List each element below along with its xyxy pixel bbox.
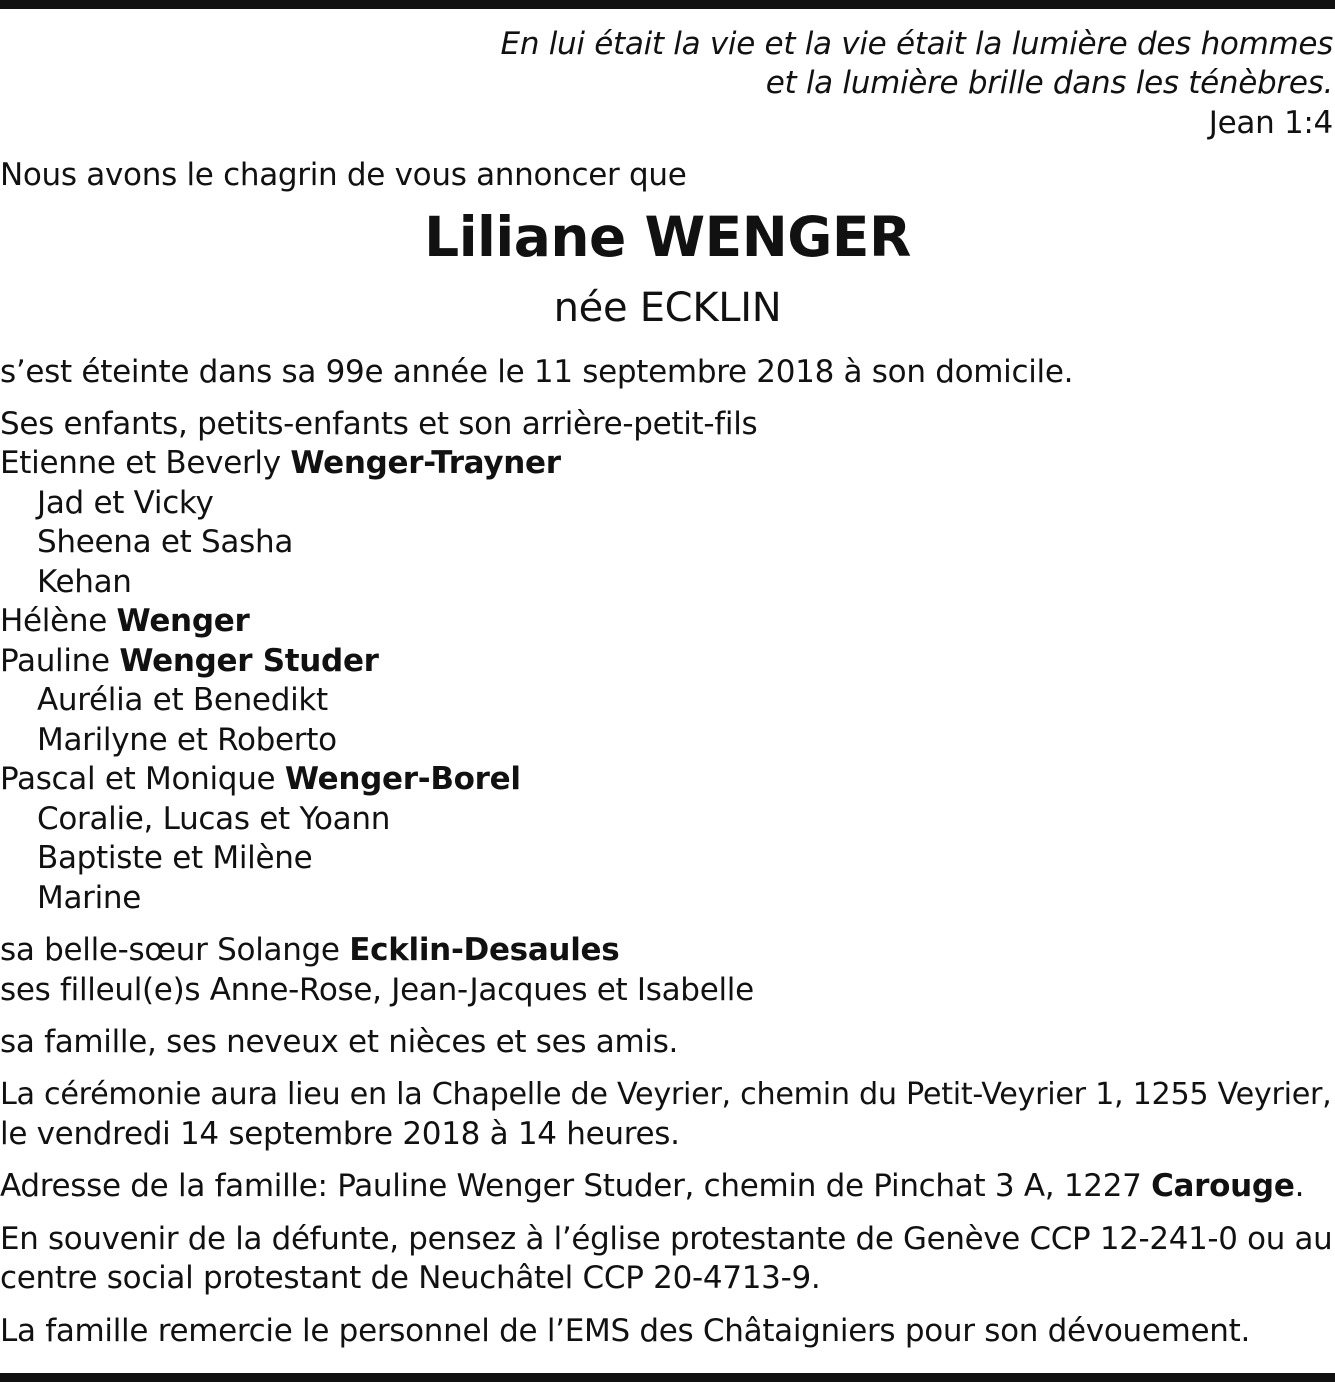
branch-first-names: Hélène — [0, 603, 117, 639]
grandchild-line: Jad et Vicky — [37, 485, 214, 521]
sister-in-law-prefix: sa belle-sœur Solange — [0, 932, 350, 968]
branch-surname: Wenger-Borel — [284, 761, 521, 797]
grandchild-line: Baptiste et Milène — [37, 840, 313, 876]
sister-in-law-line — [0, 930, 619, 970]
grandchild-line: Aurélia et Benedikt — [37, 682, 328, 718]
grandchild-line: Kehan — [37, 564, 132, 600]
sister-in-law-surname: Ecklin-Desaules — [349, 932, 620, 968]
ceremony-line-2: le vendredi 14 septembre 2018 à 14 heures. — [0, 1116, 680, 1152]
grandchild-line: Coralie, Lucas et Yoann — [37, 801, 391, 837]
address-suffix: . — [1294, 1168, 1305, 1204]
grandchild-line: Marilyne et Roberto — [37, 722, 337, 758]
death-statement: s’est éteinte dans sa 99e année le 11 septembre 2018 à son domicile. — [0, 354, 1074, 390]
family-address — [0, 1166, 1304, 1206]
verse-line-1: En lui était la vie et la vie était la lumière des hommes — [500, 26, 1333, 62]
top-rule — [0, 0, 1335, 9]
thanks-line: La famille remercie le personnel de l’EMS des Châtaigniers pour son dévouement. — [0, 1313, 1251, 1349]
donation-line-1: En souvenir de la défunte, pensez à l’église protestante de Genève CCP 12-241-0 ou au — [0, 1221, 1333, 1257]
family-heading: Ses enfants, petits-enfants et son arrière-petit-fils — [0, 406, 758, 442]
branch-surname: Wenger Studer — [119, 643, 379, 679]
branch-first-names: Pascal et Monique — [0, 761, 285, 797]
family-branch-2 — [0, 601, 249, 641]
deceased-name: Liliane WENGER — [424, 205, 911, 269]
branch-first-names: Pauline — [0, 643, 120, 679]
other-relatives-line: sa famille, ses neveux et nièces et ses amis. — [0, 1024, 679, 1060]
ceremony-line-1: La cérémonie aura lieu en la Chapelle de Veyrier, chemin du Petit-Veyrier 1, 1255 Veyrier, — [0, 1077, 1332, 1112]
grandchild-line: Sheena et Sasha — [37, 524, 294, 560]
verse-reference: Jean 1:4 — [1208, 105, 1333, 141]
donation-line-2: centre social protestant de Neuchâtel CCP 20-4713-9. — [0, 1260, 821, 1296]
bottom-rule — [0, 1373, 1335, 1382]
branch-first-names: Etienne et Beverly — [0, 445, 291, 481]
family-branch-4 — [0, 759, 521, 799]
address-city: Carouge — [1151, 1168, 1295, 1204]
family-branch-1 — [0, 443, 561, 483]
grandchild-line: Marine — [37, 880, 142, 916]
deceased-maiden-name: née ECKLIN — [553, 285, 782, 331]
godchildren-line: ses filleul(e)s Anne-Rose, Jean-Jacques et Isabelle — [0, 972, 754, 1008]
branch-surname: Wenger-Trayner — [290, 445, 561, 481]
verse-line-2: et la lumière brille dans les ténèbres. — [765, 65, 1333, 101]
branch-surname: Wenger — [116, 603, 250, 639]
intro-text: Nous avons le chagrin de vous annoncer que — [0, 157, 687, 193]
address-prefix: Adresse de la famille: Pauline Wenger Studer, chemin de Pinchat 3 A, 1227 — [0, 1168, 1152, 1204]
family-branch-3 — [0, 641, 379, 681]
